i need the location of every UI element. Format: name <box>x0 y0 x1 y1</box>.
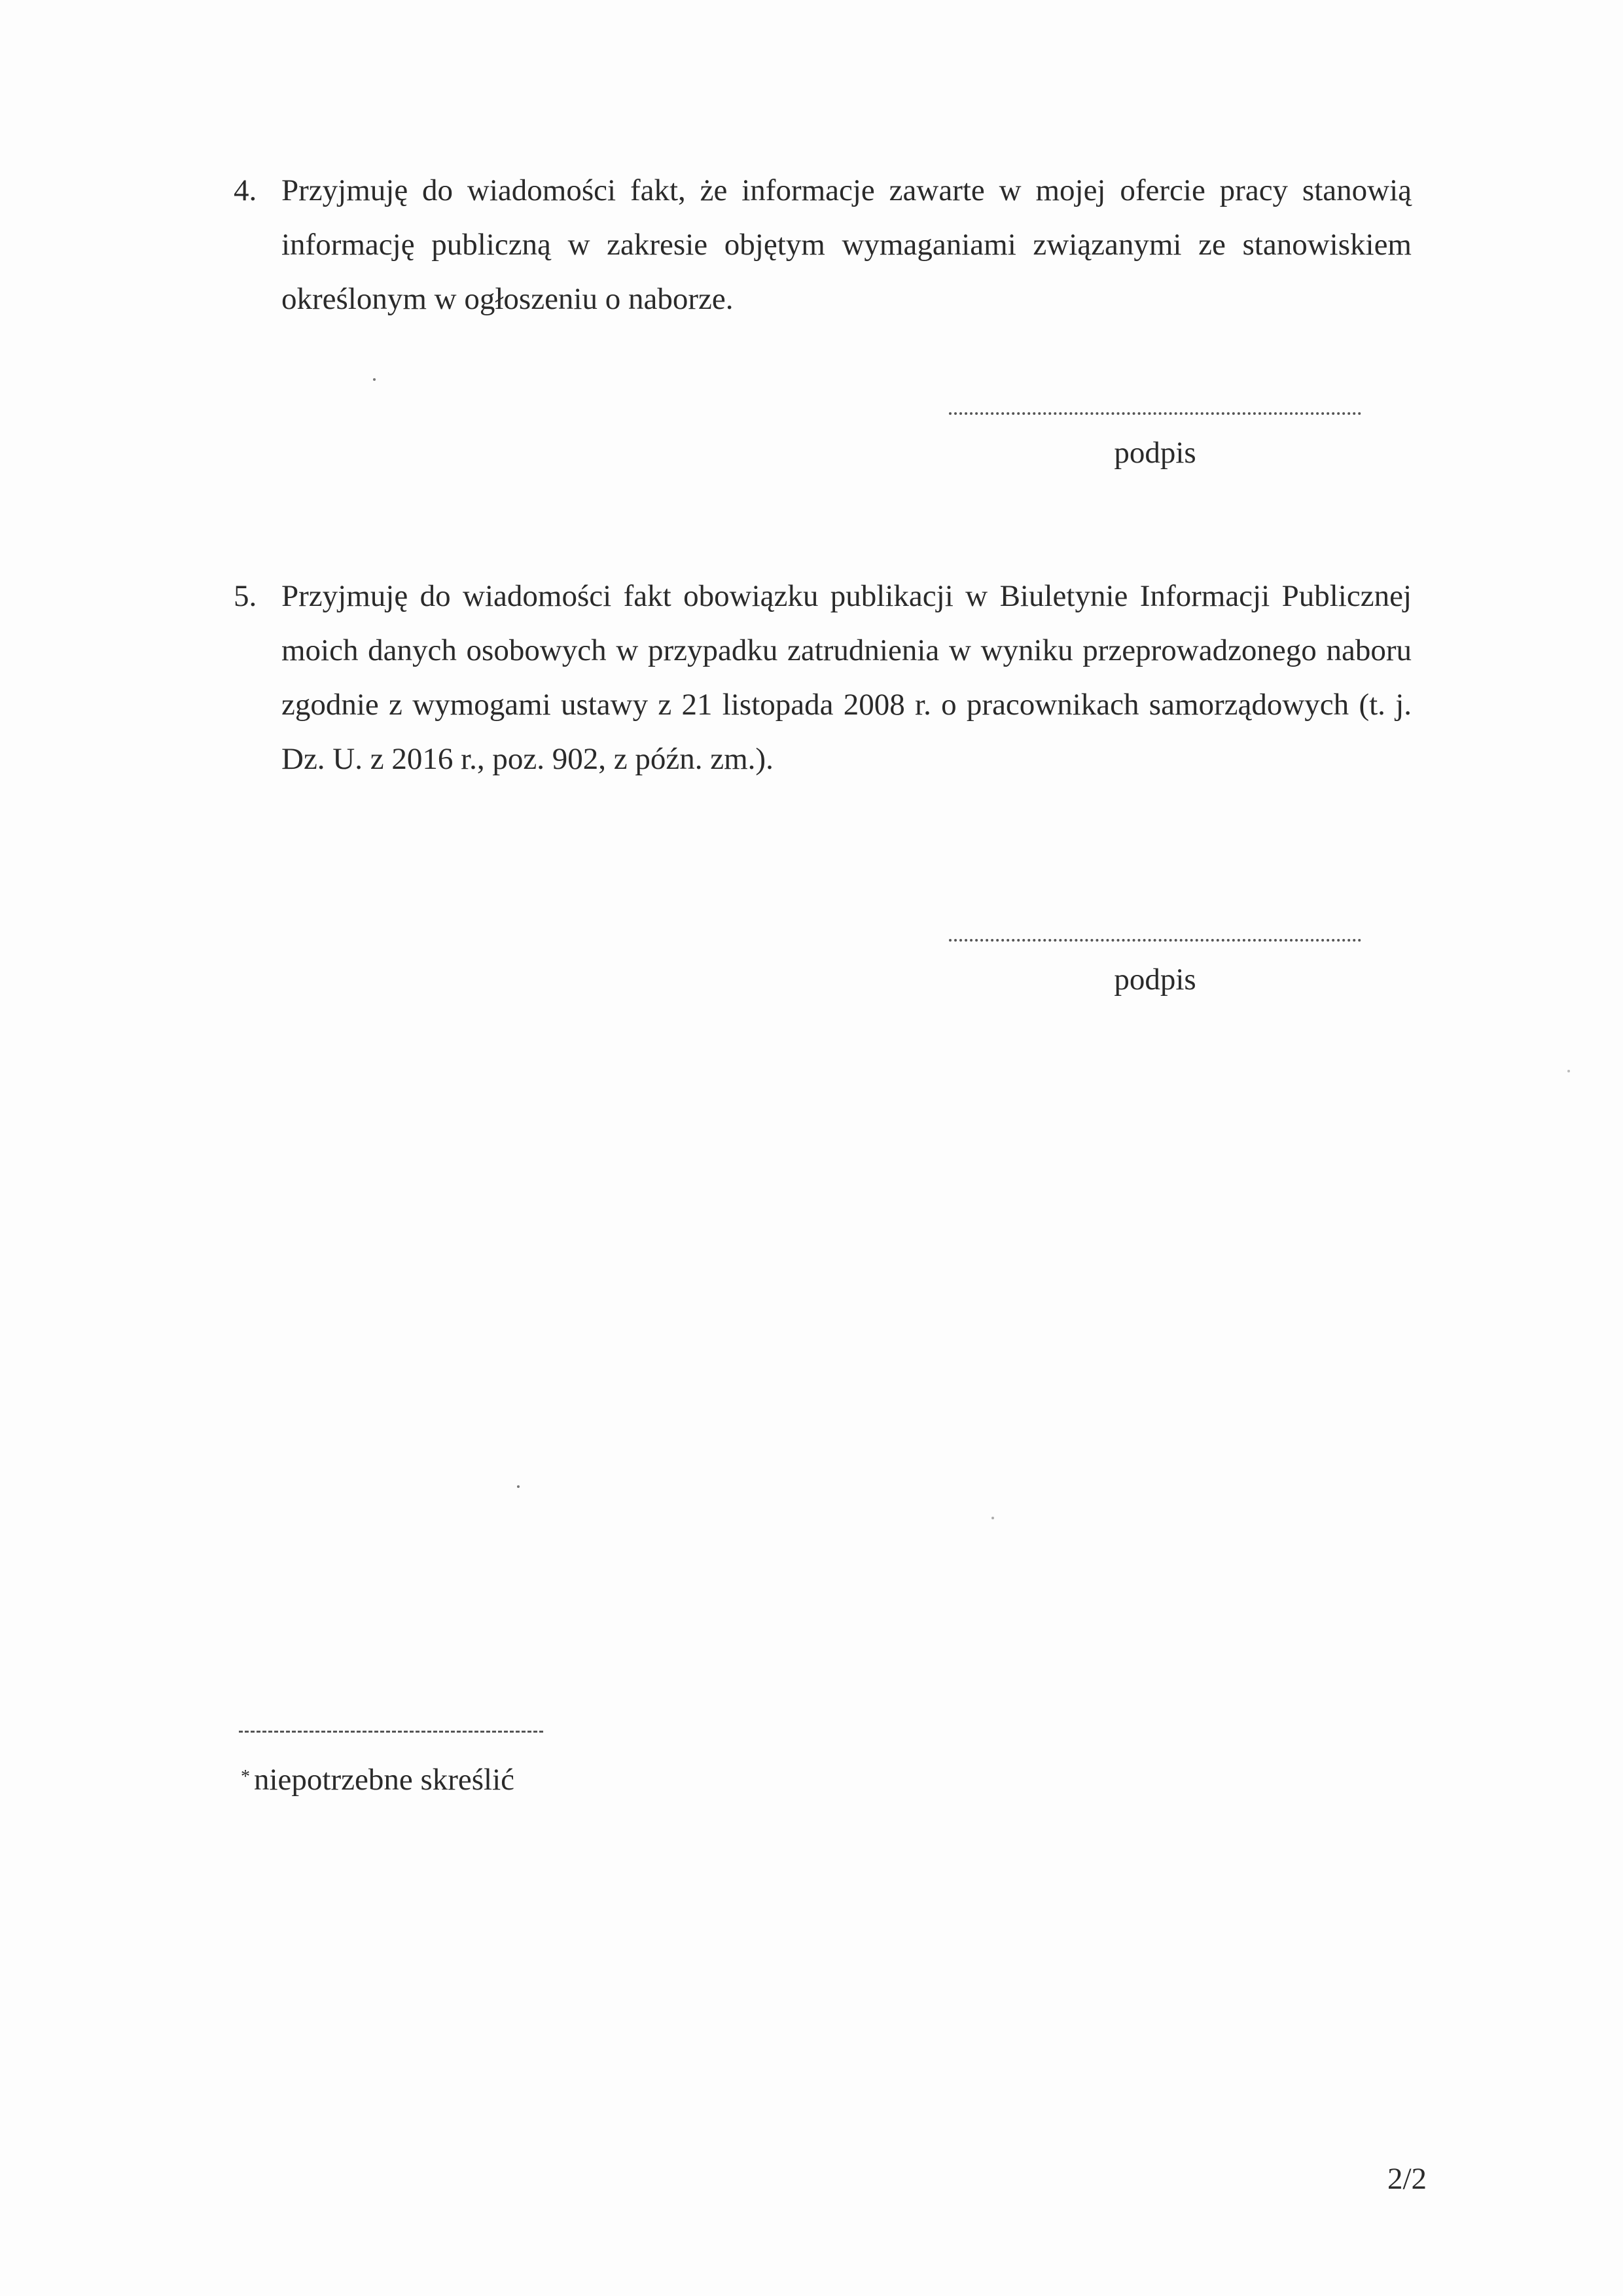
clause-text: Przyjmuję do wiadomości fakt, że informacje zawarte w mojej ofercie pracy stanowią informację publiczną w zakresie objętym wymaganiami związanymi ze stanowiskiem określonym w ogłoszeniu o naborze. <box>281 173 1412 316</box>
clause-5 <box>234 569 1412 786</box>
clause-4 <box>234 164 1412 327</box>
scan-speck <box>1567 1070 1570 1072</box>
footnote-separator <box>239 1731 543 1733</box>
clause-text: Przyjmuję do wiadomości fakt obowiązku publikacji w Biuletynie Informacji Publicznej moich danych osobowych w przypadku zatrudnienia w wyniku przeprowadzonego naboru zgodnie z wymogami ustawy z 21 listopada 2008 r. o pracownikach samorządowych (t. j. Dz. U. z 2016 r., poz. 902, z późn. zm.). <box>281 579 1412 776</box>
signature-block-2 <box>949 919 1361 999</box>
footnote <box>241 1760 514 1799</box>
signature-label: podpis <box>1114 436 1196 470</box>
page-number: 2/2 <box>1387 2162 1427 2196</box>
clause-number: 5. <box>234 579 257 613</box>
scan-speck <box>373 378 376 381</box>
scan-speck <box>991 1517 994 1519</box>
signature-label: podpis <box>1114 963 1196 997</box>
signature-block-1 <box>949 393 1361 472</box>
signature-line <box>949 919 1361 942</box>
footnote-marker: * <box>241 1767 250 1787</box>
scan-speck <box>517 1485 520 1488</box>
footnote-text: niepotrzebne skreślić <box>254 1763 515 1797</box>
clause-number: 4. <box>234 173 257 207</box>
signature-line <box>949 393 1361 415</box>
